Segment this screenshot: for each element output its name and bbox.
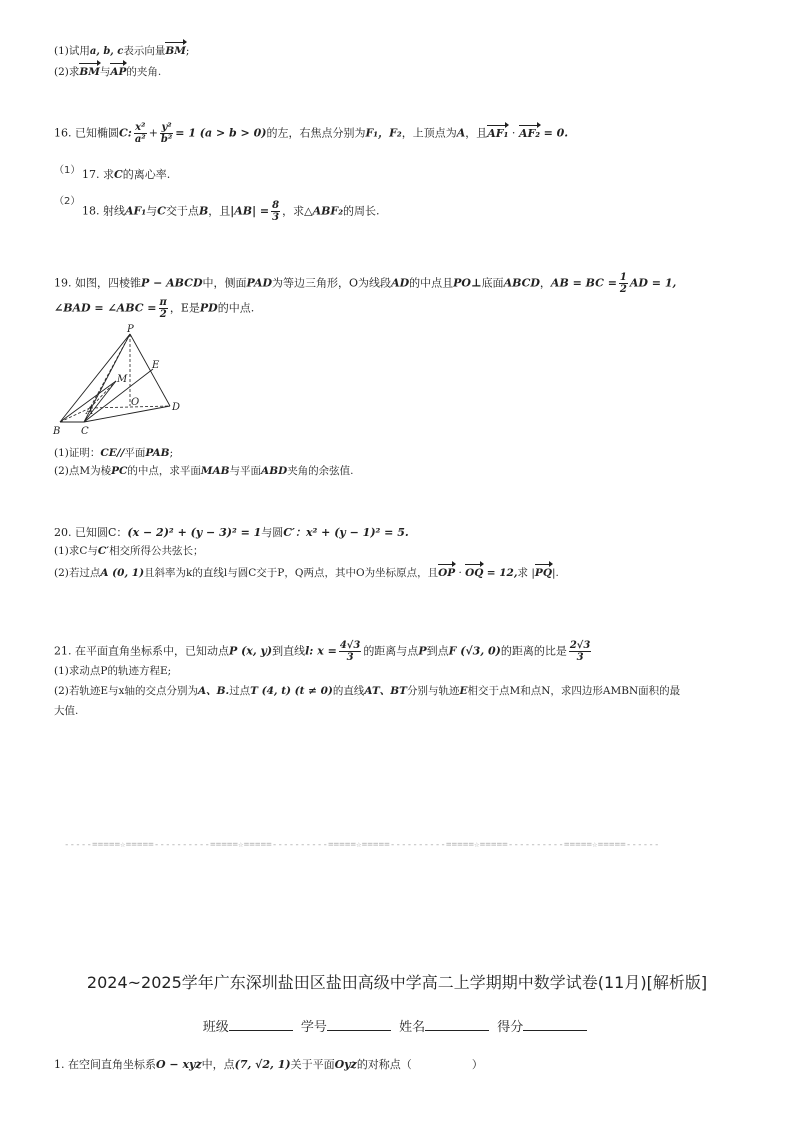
q18-ray: AF₁	[125, 204, 147, 218]
q21-sub2-e: E	[459, 685, 468, 697]
q19-sub1-plane: PAB	[145, 447, 170, 459]
q20-number: 20.	[54, 526, 72, 539]
q21-sub2-c: 的直线	[332, 685, 365, 697]
q19-frac-num: 1	[619, 272, 627, 283]
fig-label-p: P	[127, 324, 134, 335]
q21-ratio-num: 2√3	[569, 640, 591, 651]
fig-label-a: A	[86, 406, 94, 417]
score-label: 得分	[497, 1020, 524, 1035]
q16-vec2: AF₂	[518, 126, 541, 140]
q19-sub2-mab: MAB	[200, 465, 230, 477]
q19-sub1	[54, 446, 173, 460]
q18-frac	[271, 200, 280, 223]
q16-text3: ，上顶点为	[401, 126, 457, 140]
question-16: 16. 已知椭圆C: $\frac{\text{x²}}{\text{a²}}$ + $\frac{\text{y²}}{\text{b²}}$ = 1 (a > b > 0)的左，右焦点分别为F₁，F₂，上顶点为A，且AF₁ · AF₂ = 0.	[54, 122, 569, 145]
q19-sub2-pre: (2)点M为棱	[54, 465, 112, 477]
q15-p1-text: (1)试用	[54, 45, 90, 57]
q20-sub2: (2)若过点A (0, 1)且斜率为k的直线l与圆C交于P，Q两点，其中O为坐标原点，且OP · OQ = 12,求 |PQ|.	[54, 567, 559, 579]
q19-text2: 中，侧面	[202, 276, 247, 290]
q20-sub1-text: (1)求C与	[54, 545, 98, 557]
fig-label-o: O	[131, 397, 140, 408]
q21-sub2-b: 过点	[229, 685, 251, 697]
q21-p: P	[418, 644, 427, 658]
q15-p2-text: (2)求	[54, 66, 80, 78]
q18-label: （2）	[54, 196, 81, 207]
q20-c2: C′	[283, 526, 295, 539]
exam-title: 2024~2025学年广东深圳盐田区盐田高级中学高二上学期期中数学试卷(11月)[解析版]	[86, 973, 708, 992]
class-label: 班级	[202, 1020, 229, 1035]
q15-part2	[54, 65, 161, 79]
q21-frac-den: 3	[346, 652, 354, 663]
q21-frac	[339, 640, 362, 663]
q1-number: 1.	[54, 1058, 65, 1071]
q19-eq1: AB = BC =	[550, 276, 617, 290]
q18-text2: 与	[146, 204, 158, 218]
q19-text6: ，	[539, 276, 551, 290]
q1-plane: Oyz	[334, 1058, 357, 1071]
class-field[interactable]	[229, 1018, 293, 1031]
q15-p1-vars: a, b, c	[89, 46, 124, 57]
q21-sub2-t: T (4, t) (t ≠ 0)	[250, 685, 333, 697]
q16-eq-tail: = 1 (a > b > 0)	[175, 126, 267, 140]
q19-segment: AD	[391, 276, 410, 290]
q18-frac-den: 3	[272, 212, 280, 223]
q18-text1: 射线	[103, 204, 125, 218]
fig-label-m: M	[117, 374, 128, 385]
q16-foci: F₁，F₂	[365, 126, 402, 140]
q15-p2-tail: 的夹角.	[126, 66, 162, 78]
q18-triangle: △ABF₂	[304, 204, 344, 218]
q20-text1: 已知圆C：	[75, 526, 128, 539]
question-19	[54, 272, 676, 295]
q20-sub1-tail: 相交所得公共弦长；	[109, 545, 204, 557]
q19-perp: PO⊥	[453, 276, 482, 290]
q1-text4: 的对称点（	[356, 1058, 412, 1071]
fig-label-e: E	[152, 360, 160, 371]
q1-text1: 在空间直角坐标系	[68, 1058, 156, 1071]
q21-text5: 的距离的比是	[500, 644, 567, 658]
q19-sub2-pc: PC	[111, 465, 128, 477]
q21-sub2-f: 相交于点M和点N，求四边形AMBN面积的最	[467, 685, 681, 697]
q19-frac-den: 2	[619, 284, 627, 295]
q19-eq1-tail: AD = 1,	[629, 276, 677, 290]
q18-var: C	[157, 204, 166, 218]
q21-sub2	[54, 684, 680, 698]
q19-text3: 为等边三角形，O为线段	[272, 276, 392, 290]
q19-frac	[619, 272, 628, 295]
question-19-line2	[54, 297, 254, 320]
q19-angle-frac	[159, 297, 168, 320]
q20-sub2-end: .	[555, 567, 559, 579]
q15-p1-vec: BM	[165, 45, 186, 57]
q17-var: C	[114, 168, 123, 181]
question-1	[54, 1058, 483, 1072]
q21-sub1: (1)求动点P的轨迹方程E;	[54, 665, 172, 677]
q19-base: ABCD	[503, 276, 540, 290]
question-17	[82, 168, 170, 182]
q1-text2: 中，点	[201, 1058, 235, 1071]
q20-sub2-point: A (0, 1)	[100, 567, 145, 579]
q1-close: ）	[471, 1058, 483, 1071]
q16-frac-y: $\frac{\text{y²}}{\text{b²}}$	[160, 122, 173, 145]
fig-label-c: C	[81, 426, 89, 437]
q20-text2: 与圆	[261, 526, 284, 539]
fig-label-b: B	[53, 426, 61, 437]
q19-text1: 如图，四棱锥	[75, 276, 141, 290]
q20-sub2-pre: (2)若过点	[54, 567, 101, 579]
q19-sub2	[54, 464, 354, 478]
q21-sub2-d: 分别与轨迹	[406, 685, 460, 697]
student-info-row	[0, 1016, 794, 1035]
q17-tail: 的离心率.	[122, 168, 171, 181]
q19-number: 19.	[54, 276, 72, 290]
fig-label-d: D	[172, 402, 181, 413]
q18-text5: ，求	[282, 204, 305, 218]
q19-sub2-abd: ABD	[261, 465, 288, 477]
q15-p2-mid: 与	[99, 66, 111, 78]
q20-sub1-c: C′	[97, 545, 110, 557]
q16-text4: ，且	[465, 126, 488, 140]
question-20	[54, 526, 409, 540]
q21-text3: 的距离与点	[363, 644, 419, 658]
q18-tail: 的周长.	[343, 204, 380, 218]
q15-p1-tail: 表示向量	[123, 45, 166, 57]
id-field[interactable]	[327, 1018, 391, 1031]
question-21	[54, 640, 593, 663]
q19-angle: ∠BAD = ∠ABC =	[54, 301, 157, 315]
q19-angle-den: 2	[159, 309, 167, 320]
q19-tail: 的中点.	[217, 301, 255, 315]
q21-text1: 在平面直角坐标系中，已知动点	[75, 644, 229, 658]
q19-text7: ，E是	[169, 301, 200, 315]
q21-f: F (√3, 0)	[448, 644, 501, 658]
q16-text1: 已知椭圆	[75, 126, 119, 140]
q21-ratio	[569, 640, 592, 663]
q16-text2: 的左，右焦点分别为	[266, 126, 366, 140]
q20-sub2-mid: 且斜率为k的直线l与圆C交于P，Q两点，其中O为坐标原点，且	[144, 567, 439, 579]
q20-eq2: ：x² + (y − 1)² = 5.	[294, 526, 409, 539]
q16-number: 16.	[54, 126, 72, 140]
q18-frac-num: 8	[272, 200, 280, 211]
q18-number: 18.	[82, 204, 100, 218]
q19-sub1-tail: ;	[169, 447, 174, 459]
q21-sub2-at: AT、BT	[364, 685, 407, 697]
q20-sub2-eq: = 12,	[486, 567, 518, 579]
q16-point-a: A	[456, 126, 466, 140]
q20-sub1	[54, 544, 204, 558]
q18-text3: 交于点	[165, 204, 199, 218]
q20-eq1: (x − 2)² + (y − 3)² = 1	[127, 526, 262, 539]
q19-face: PAD	[246, 276, 273, 290]
q1-point: (7, √2, 1)	[234, 1058, 291, 1071]
question-18	[82, 200, 380, 223]
q19-sub1-mid: 平面	[124, 447, 146, 459]
q16-vec1: AF₁	[487, 126, 509, 140]
q1-text3: 关于平面	[290, 1058, 335, 1071]
q19-pd: PD	[199, 301, 218, 315]
q19-pyramid: P − ABCD	[141, 276, 203, 290]
q19-sub2-mid2: 与平面	[229, 465, 262, 477]
q15-part1: (1)试用a, b, c表示向量BM;	[54, 45, 190, 57]
q20-sub2-ask: 求	[517, 567, 529, 579]
q21-point: P (x, y)	[229, 644, 273, 658]
q16-eq0: = 0.	[543, 126, 569, 140]
q17-text: 求	[103, 168, 114, 181]
q19-text4: 的中点且	[409, 276, 454, 290]
q20-sub2-vec1: OP	[438, 567, 456, 579]
q19-sub2-mid: 的中点，求平面	[127, 465, 201, 477]
q15-p2-vec1: BM	[79, 66, 100, 78]
pyramid-figure	[50, 324, 190, 440]
q18-point-b: B	[198, 204, 209, 218]
id-label: 学号	[300, 1020, 327, 1035]
q19-sub1-pre: (1)证明：	[54, 447, 101, 459]
q19-sub1-ce: CE//	[100, 447, 125, 459]
q21-text2: 到直线	[272, 644, 306, 658]
q21-line: l: x =	[305, 644, 337, 658]
q21-text4: 到点	[426, 644, 449, 658]
score-field[interactable]	[523, 1018, 587, 1031]
q19-angle-num: π	[159, 297, 167, 308]
q21-number: 21.	[54, 644, 72, 658]
q18-abs: |AB| =	[230, 204, 270, 218]
q19-sub2-tail: 夹角的余弦值.	[287, 465, 354, 477]
q20-sub2-vec2: OQ	[465, 567, 484, 579]
q17-label: （1）	[54, 165, 81, 176]
q21-sub2-line2: 大值.	[54, 705, 79, 717]
q18-text4: ，且	[208, 204, 231, 218]
q15-p2-vec2: AP	[110, 66, 127, 78]
q20-sub2-pq: PQ	[534, 567, 552, 579]
q16-frac-x: $\frac{\text{x²}}{\text{a²}}$	[134, 122, 146, 145]
section-divider: -----=====☆=====----------=====☆=====----------=====☆=====----------=====☆=====----------=====☆=====------	[64, 840, 660, 850]
q1-system: O − xyz	[156, 1058, 202, 1071]
name-field[interactable]	[425, 1018, 489, 1031]
q21-sub2-a: (2)若轨迹E与x轴的交点分别为	[54, 685, 198, 697]
q16-ellipse: C:	[119, 126, 132, 140]
q21-frac-num: 4√3	[339, 640, 361, 651]
q19-text5: 底面	[481, 276, 504, 290]
q21-ratio-den: 3	[576, 652, 584, 663]
q17-number: 17.	[82, 168, 100, 181]
name-label: 姓名	[399, 1020, 426, 1035]
q21-sub2-ab: A、B.	[197, 685, 230, 697]
